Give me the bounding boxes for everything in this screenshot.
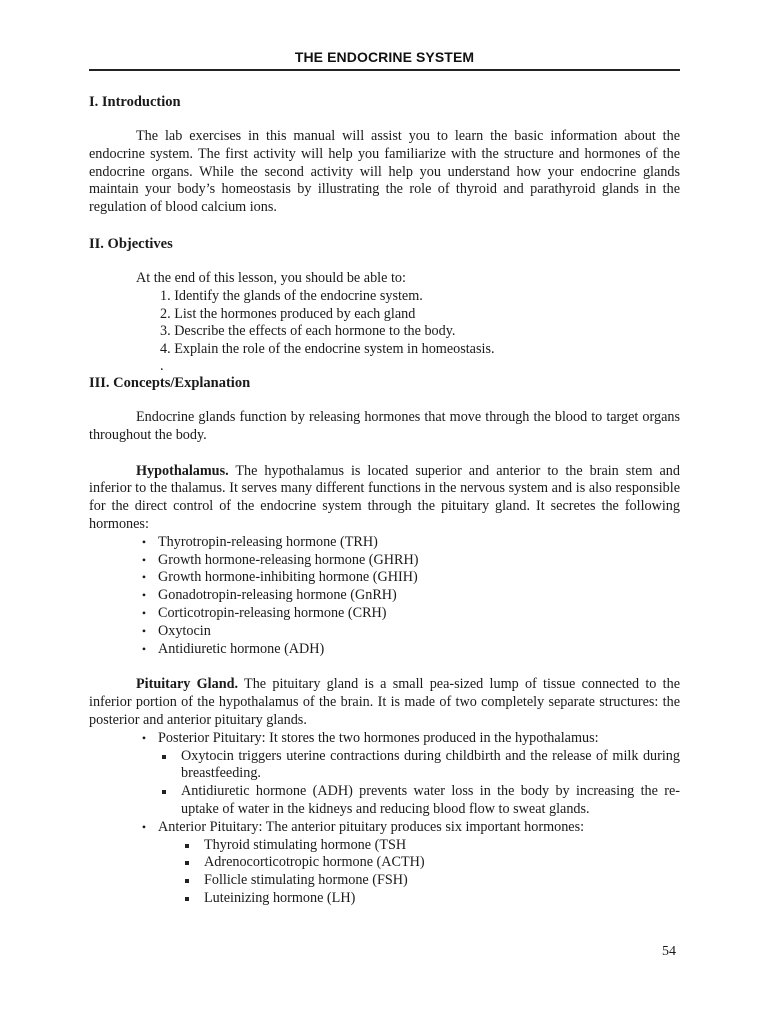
introduction-paragraph: The lab exercises in this manual will assist you to learn the basic information about the endocrine system. The first activity will help you familiarize with the structure and hormones of the endocrine organs. While the second activity will help you understand how your endocrine glands maintain your body’s homeostasis by illustrating the role of thyroid and parathyroid glands in the regulation of blood calcium ions. [89,128,680,216]
hypothalamus-term: Hypothalamus. [136,462,229,479]
list-item [89,641,680,659]
hormone-description: Antidiuretic hormone (ADH) prevents water loss in the body by increasing the re-uptake of water in the kidneys and reducing blood flow to sweat glands. [181,783,680,817]
list-item [89,552,680,570]
hormone-name: Corticotropin-releasing hormone (CRH) [158,604,387,621]
page-number: 54 [662,944,676,959]
hormone-name: Follicle stimulating hormone (FSH) [204,872,408,889]
square-bullet-icon [185,897,189,901]
objectives-list [89,288,680,359]
pituitary-term: Pituitary Gland. [136,676,239,693]
bullet-icon: • [141,605,147,620]
list-item [158,890,680,908]
running-title: THE ENDOCRINE SYSTEM [294,49,475,65]
list-item [158,872,680,890]
hormone-name: Adrenocorticotropic hormone (ACTH) [204,854,425,871]
square-bullet-icon [162,755,166,759]
list-item [89,587,680,605]
bullet-icon: • [141,730,147,745]
square-bullet-icon [185,844,189,848]
section-heading-objectives: II. Objectives [89,235,173,252]
hormone-name: Antidiuretic hormone (ADH) [158,640,325,657]
list-item [89,605,680,623]
anterior-pituitary-label: Anterior Pituitary: The anterior pituitary produces six important hormones: [158,818,585,835]
hypothalamus-text: The hypothalamus is located superior and anterior to the brain stem and inferior to the thalamus. It serves many different functions in the nervous system and is also responsible for the direct control of the endocrine system through the pituitary gland. It secretes the following hormones: [89,462,680,532]
hormone-name: Gonadotropin-releasing hormone (GnRH) [158,587,397,604]
anterior-pituitary-item [89,819,680,908]
anterior-hormone-list [158,837,680,908]
header-rule [89,69,680,71]
page-content [89,93,680,908]
objectives-lead: At the end of this lesson, you should be able to: [136,269,406,286]
hormone-name: Growth hormone-inhibiting hormone (GHIH) [158,569,418,586]
square-bullet-icon [162,790,166,794]
hormone-name: Thyrotropin-releasing hormone (TRH) [158,533,378,550]
bullet-icon: • [141,534,147,549]
objective-item: 1. Identify the glands of the endocrine system. [160,287,423,304]
square-bullet-icon [185,879,189,883]
stray-period: . [160,357,164,374]
section-heading-concepts: III. Concepts/Explanation [89,374,251,391]
bullet-icon: • [141,588,147,603]
bullet-icon: • [141,641,147,656]
posterior-hormone-list [158,748,680,819]
hormone-name: Growth hormone-releasing hormone (GHRH) [158,551,419,568]
objective-item: 3. Describe the effects of each hormone to the body. [160,323,456,340]
section-heading-introduction: I. Introduction [89,94,181,110]
hormone-name: Luteinizing hormone (LH) [204,889,356,906]
objective-item: 2. List the hormones produced by each gland [160,305,416,322]
pituitary-lobe-list [89,730,680,908]
bullet-icon: • [141,570,147,585]
bullet-icon: • [141,819,147,834]
list-item [158,783,680,819]
list-item [89,623,680,641]
pituitary-paragraph [89,676,680,729]
posterior-pituitary-label: Posterior Pituitary: It stores the two hormones produced in the hypothalamus: [158,729,599,746]
list-item [158,748,680,784]
pituitary-text: The pituitary gland is a small pea-sized lump of tissue connected to the inferior portion of the hypothalamus of the brain. It is made of two completely separate structures: the posterior and anterior pituitary glands. [89,676,680,728]
concepts-intro-paragraph: Endocrine glands function by releasing hormones that move through the blood to target organs throughout the body. [89,408,680,443]
list-item [158,854,680,872]
posterior-pituitary-item [89,730,680,819]
hypothalamus-paragraph [89,463,680,534]
hormone-name: Oxytocin [158,622,211,639]
list-item [158,837,680,855]
square-bullet-icon [185,861,189,865]
list-item [89,534,680,552]
hypothalamus-hormone-list [89,534,680,659]
hormone-description: Oxytocin triggers uterine contractions during childbirth and the release of milk during breastfeeding. [181,747,680,782]
list-item [89,569,680,587]
bullet-icon: • [141,552,147,567]
bullet-icon: • [141,623,147,638]
objective-item: 4. Explain the role of the endocrine system in homeostasis. [160,341,495,358]
hormone-name: Thyroid stimulating hormone (TSH [204,836,407,853]
